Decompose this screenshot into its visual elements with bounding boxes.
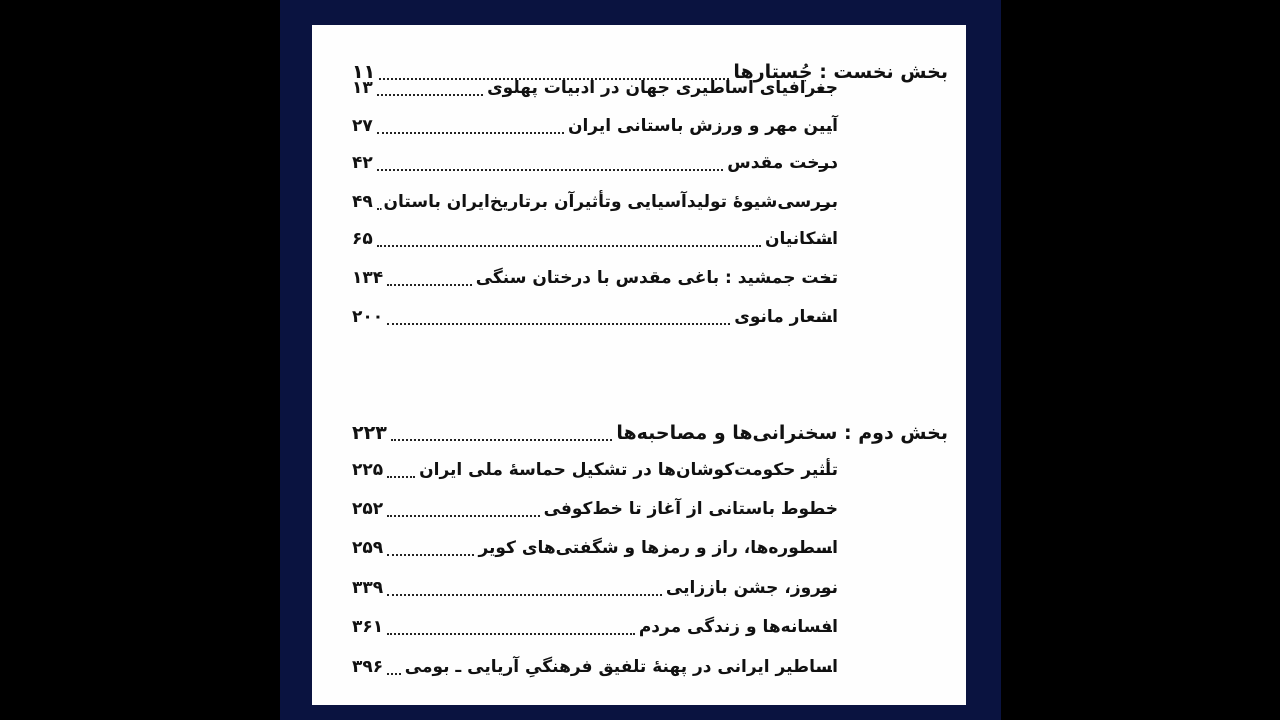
page-number: ۲۷ [352,116,373,136]
page-number: ۲۲۵ [352,460,384,480]
toc-entry [352,71,838,105]
leader-dots [377,169,724,171]
toc-entry-title: اشکانیان [764,229,838,249]
page-number: ۳۹۶ [352,657,384,677]
leader-dots [387,673,401,675]
toc-entry-title: درخت مقدس [727,153,838,173]
leader-dots [387,594,662,596]
page-number: ۲۲۳ [352,422,387,444]
toc-entry-title: نوروز، جشن باززایی [665,578,838,598]
page-number: ۳۳۹ [352,578,384,598]
page-number: ۲۵۹ [352,538,384,558]
section-heading-title: بخش نخست : جُستارها [733,61,948,83]
leader-dots [377,132,564,134]
page-number: ۶۵ [352,229,373,249]
toc-entry-title: تأثیر حکومت‌کوشان‌ها در تشکیل حماسهٔ ملی ایران [419,460,838,480]
page-number: ۲۵۲ [352,499,384,519]
toc-entry-title: افسانه‌ها و زندگی مردم [638,617,838,637]
toc-entry [352,571,838,605]
leader-dots [387,284,472,286]
toc-entry [352,492,838,526]
toc-entry [352,300,838,334]
leader-dots [387,515,539,517]
page-number: ۱۱ [352,61,376,83]
page-number: ۴۲ [352,153,373,173]
leader-dots [387,323,730,325]
leader-dots [377,208,380,210]
toc-entry-title: خطوط باستانی از آغاز تا خط‌کوفی [543,499,838,519]
page-number: ۲۰۰ [352,307,384,327]
leader-dots [377,245,761,247]
toc-entry-title: جغرافیای اساطیری جهان در ادبیات پهلوی [487,78,838,98]
toc-entry [352,650,838,684]
leader-dots [377,94,483,96]
section-heading-part2 [352,416,948,450]
toc-entry-title: بررسی‌شیوهٔ تولیدآسیایی وتأثیرآن برتاریخ‌ایران باستان [383,192,838,212]
toc-entry-title: تخت جمشید : باغی مقدس با درختان سنگی [475,268,838,288]
toc-entry-title: اسطوره‌ها، راز و رمزها و شگفتی‌های کویر [478,538,838,558]
toc-entry [352,146,838,180]
page-number: ۱۳ [352,78,373,98]
page-number: ۳۶۱ [352,617,384,637]
page-number: ۱۳۴ [352,268,384,288]
leader-dots [391,439,613,441]
toc-entry-title: اساطیر ایرانی در پهنهٔ تلفیق فرهنگیِ آریایی ـ بومی [404,657,838,677]
toc-entry [352,261,838,295]
page-number: ۴۹ [352,192,373,212]
toc-entry [352,453,838,487]
leader-dots [387,476,415,478]
leader-dots [387,554,474,556]
toc-entry [352,531,838,565]
toc-entry [352,185,838,219]
section-heading-title: بخش دوم : سخنرانی‌ها و مصاحبه‌ها [616,422,948,444]
toc-entry-title: آیین مهر و ورزش باستانی ایران [567,116,838,136]
toc-entry [352,109,838,143]
toc-entry [352,222,838,256]
toc-entry [352,610,838,644]
leader-dots [387,633,635,635]
document-page [312,25,966,705]
toc-entry-title: اشعار مانوی [734,307,838,327]
